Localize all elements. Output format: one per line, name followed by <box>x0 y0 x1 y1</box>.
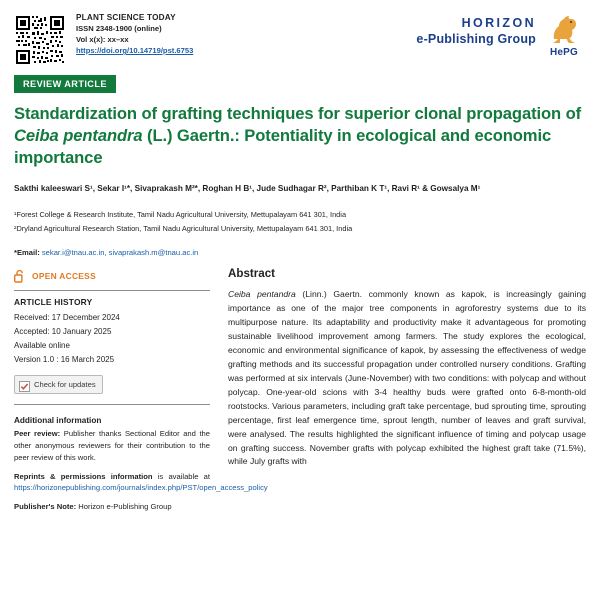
divider-mid <box>14 404 210 405</box>
page-title <box>14 103 586 170</box>
peer-review-text: Publisher thanks Sectional Editor and the other anonymous reviewers for their contribution to the peer review of this work. <box>14 429 210 462</box>
crossmark-button[interactable] <box>14 375 103 394</box>
brand-subtitle: e-Publishing Group <box>416 31 536 46</box>
journal-title: PLANT SCIENCE TODAY <box>76 13 176 22</box>
additional-info-heading: Additional information <box>14 416 102 426</box>
brand-logo-text: HePG <box>549 47 579 58</box>
reprints-text: is available at <box>152 471 210 481</box>
reprints-label: Reprints & permissions information <box>14 471 153 481</box>
open-access-row <box>14 269 210 283</box>
abstract-heading: Abstract <box>228 267 276 281</box>
affiliation-2: ²Dryland Agricultural Research Station, Tamil Nadu Agricultural University, Mettupalayam 641 301, India <box>14 223 353 233</box>
crossmark-icon <box>19 379 30 390</box>
reprints-note <box>14 471 268 495</box>
divider-top <box>14 290 210 291</box>
publisher-brand <box>416 12 586 58</box>
peer-review-label: Peer review: <box>14 429 61 439</box>
reprints-link[interactable]: https://horizonepublishing.com/journals/index.php/PST/open_access_policy <box>14 483 268 493</box>
history-received: Received: 17 December 2024 <box>14 313 120 323</box>
abstract-text <box>228 288 586 469</box>
journal-doi-link[interactable]: https://doi.org/10.14719/pst.6753 <box>76 46 194 56</box>
peer-review-note <box>14 428 210 463</box>
article-type-badge: REVIEW ARTICLE <box>14 75 116 93</box>
corresponding-email <box>14 248 586 257</box>
abstract-species: Ceiba pentandra <box>228 289 296 300</box>
email-label: *Email: <box>14 248 40 258</box>
journal-volume: Vol x(x): xx–xx <box>76 35 129 45</box>
affiliations <box>14 208 586 235</box>
journal-issn: ISSN 2348-1900 (online) <box>76 24 162 34</box>
title-part-2: (L.) Gaertn.: Potentiality in ecological and economic importance <box>14 126 552 168</box>
affiliation-1: ¹Forest College & Research Institute, Tamil Nadu Agricultural University, Mettupalayam 641 301, India <box>14 210 347 219</box>
abstract-body: (Linn.) Gaertn. commonly known as kapok, is increasingly gaining importance as one of the major tree components in agroforestry systems due to its multipurpose nature. Its adaptability and productivity make it advantageous for promoting sustainable livelihood improvement among farmers. The study explores the ecological, economic and environmental significance of kapok, by assessing the effectiveness of wedge grafting methods and its successful propagation under controlled nursery conditions. Grafting was performed at six intervals (June-November) with two conditions: with polycap and without polycap. One-year-old scions with 3-4 healthy buds were grafted onto 6-8-month-old rootstocks. Various parameters, including graft take percentage, bud sprouting time, sprouting percentage, first leaf emergence time, sprout length, number of leaves and graft survival, were analysed. The results highlighted the significant influence of timing and polycap usage on grafting success. November grafts with polycap exhibited the highest graft take (71.5%), while July grafts with <box>228 289 587 467</box>
email-link[interactable]: sekar.i@tnau.ac.in, sivaprakash.m@tnau.ac.in <box>41 248 199 258</box>
author-list: Sakthi kaleeswari S¹, Sekar I¹*, Sivaprakash M²*, Roghan H B¹, Jude Sudhagar R², Parthiban K T¹, Ravi R¹ & Gowsalya M¹ <box>14 183 481 193</box>
griffin-icon <box>547 12 581 46</box>
publisher-logo <box>544 12 584 58</box>
title-part-1: Standardization of grafting techniques for superior clonal propagation of <box>14 104 582 123</box>
page-header <box>0 0 600 66</box>
history-available: Available online <box>14 340 70 350</box>
open-lock-icon <box>14 269 26 283</box>
journal-info <box>76 12 193 56</box>
crossmark-label: Check for updates <box>34 380 96 390</box>
article-history-heading: ARTICLE HISTORY <box>14 297 93 308</box>
qr-code <box>14 14 66 66</box>
publisher-note <box>14 501 210 513</box>
publisher-note-text: Horizon e-Publishing Group <box>76 502 172 512</box>
title-species: Ceiba pentandra <box>14 126 143 146</box>
brand-name: HORIZON <box>461 16 536 30</box>
article-type-row <box>0 66 600 93</box>
abstract-section <box>228 267 586 513</box>
open-access-label: OPEN ACCESS <box>32 271 96 282</box>
content-columns <box>0 267 600 513</box>
publisher-note-label: Publisher's Note: <box>14 502 77 512</box>
column-gap <box>210 267 228 513</box>
history-version: Version 1.0 : 16 March 2025 <box>14 354 115 364</box>
history-accepted: Accepted: 10 January 2025 <box>14 327 112 337</box>
